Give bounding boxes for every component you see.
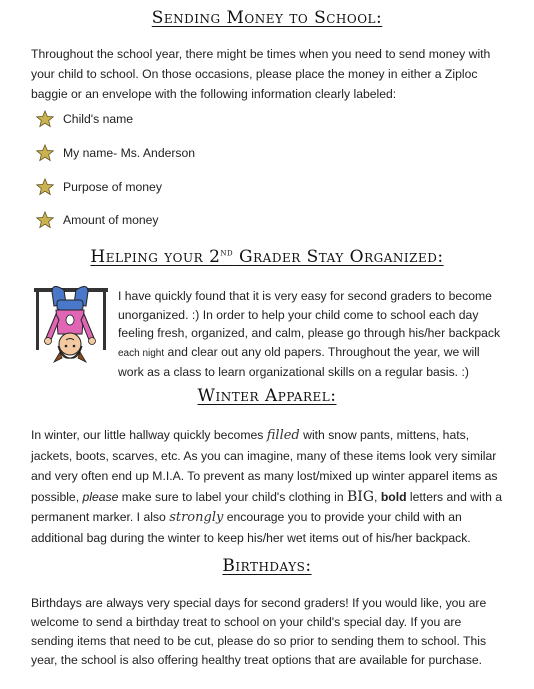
organized-line: feeling fresh, organized, and calm, please go through his/her backpack [118,326,501,340]
each-night-text: each night [118,347,165,359]
filled-text: filled [266,428,300,443]
organized-heading-sup: nd [220,247,234,259]
upside-down-kid-illustration [32,286,110,368]
star-icon [36,211,54,229]
star-icon [36,144,54,162]
list-item-label: My name- Ms. Anderson [63,146,196,160]
winter-text: , [374,489,381,504]
organized-paragraph [118,287,500,382]
organized-heading-a: Helping your 2 [90,247,221,267]
list-item-label: Child's name [63,112,134,126]
winter-heading: Winter Apparel: [197,386,337,406]
winter-line [31,487,502,507]
winter-line: additional bag during the winter to keep his/her wet items out of his/her backpack. [31,531,471,546]
winter-paragraph [31,425,502,548]
winter-text: letters and with a [406,489,503,504]
birthdays-heading: Birthdays: [222,556,312,576]
winter-line: and very often end up M.I.A. To prevent as many lost/mixed up winter apparel items as [31,469,498,484]
intro-line: baggie or an envelope with the following information clearly labeled: [31,87,397,101]
birthdays-line: sending items that need to be cut, please do so prior to sending them to school. This [31,634,487,648]
winter-line [31,425,502,446]
list-item [36,144,195,162]
organized-line: unorganized. :) In order to help your child come to school each day [118,307,479,322]
list-item [36,178,162,196]
organized-line-rest: and clear out any old papers. Throughout the year, we will [164,344,480,359]
winter-text: In winter, our little hallway quickly becomes [31,428,267,442]
star-icon [36,110,54,128]
big-text: BIG [347,488,375,505]
list-item-label: Amount of money [63,213,159,227]
list-item [36,211,159,229]
winter-line [31,507,502,528]
organized-line [118,343,500,364]
winter-line: jackets, boots, scarves, etc. As you can imagine, many of these items look very similar [31,449,497,464]
organized-heading-b: Grader Stay Organized: [233,247,444,267]
star-icon [36,178,54,196]
intro-line: Throughout the school year, there might be times when you need to send money with [31,47,491,61]
birthdays-paragraph [31,594,486,670]
organized-line: I have quickly found that it is very easy for second graders to become [118,289,492,303]
list-item-label: Purpose of money [63,180,162,194]
list-item [36,110,133,128]
bold-text: bold [380,489,407,504]
winter-text: make sure to label your child's clothing in [118,489,348,504]
winter-text: encourage you to provide your child with an [223,509,462,524]
sending-money-intro [31,44,490,104]
strongly-text: strongly [169,509,224,525]
winter-text: possible, [31,489,83,504]
birthdays-line: Birthdays are always very special days for second graders! If you would like, you are [31,596,487,610]
intro-line: your child to school. On those occasions, please place the money in either a Ziploc [31,67,478,81]
birthdays-line: year, the school is also offering healthy treat options that are available for purchase. [31,653,482,667]
sending-money-heading: Sending Money to School: [151,8,383,28]
winter-text: permanent marker. I also [31,509,170,524]
winter-text: with snow pants, mittens, hats, [299,428,470,442]
please-text: please [82,489,119,504]
organized-heading [0,247,534,267]
organized-line: work as a class to learn organizational skills on a regular basis. :) [118,365,469,379]
birthdays-line: welcome to send a birthday treat to school on your child's special day. If you are [31,615,462,629]
